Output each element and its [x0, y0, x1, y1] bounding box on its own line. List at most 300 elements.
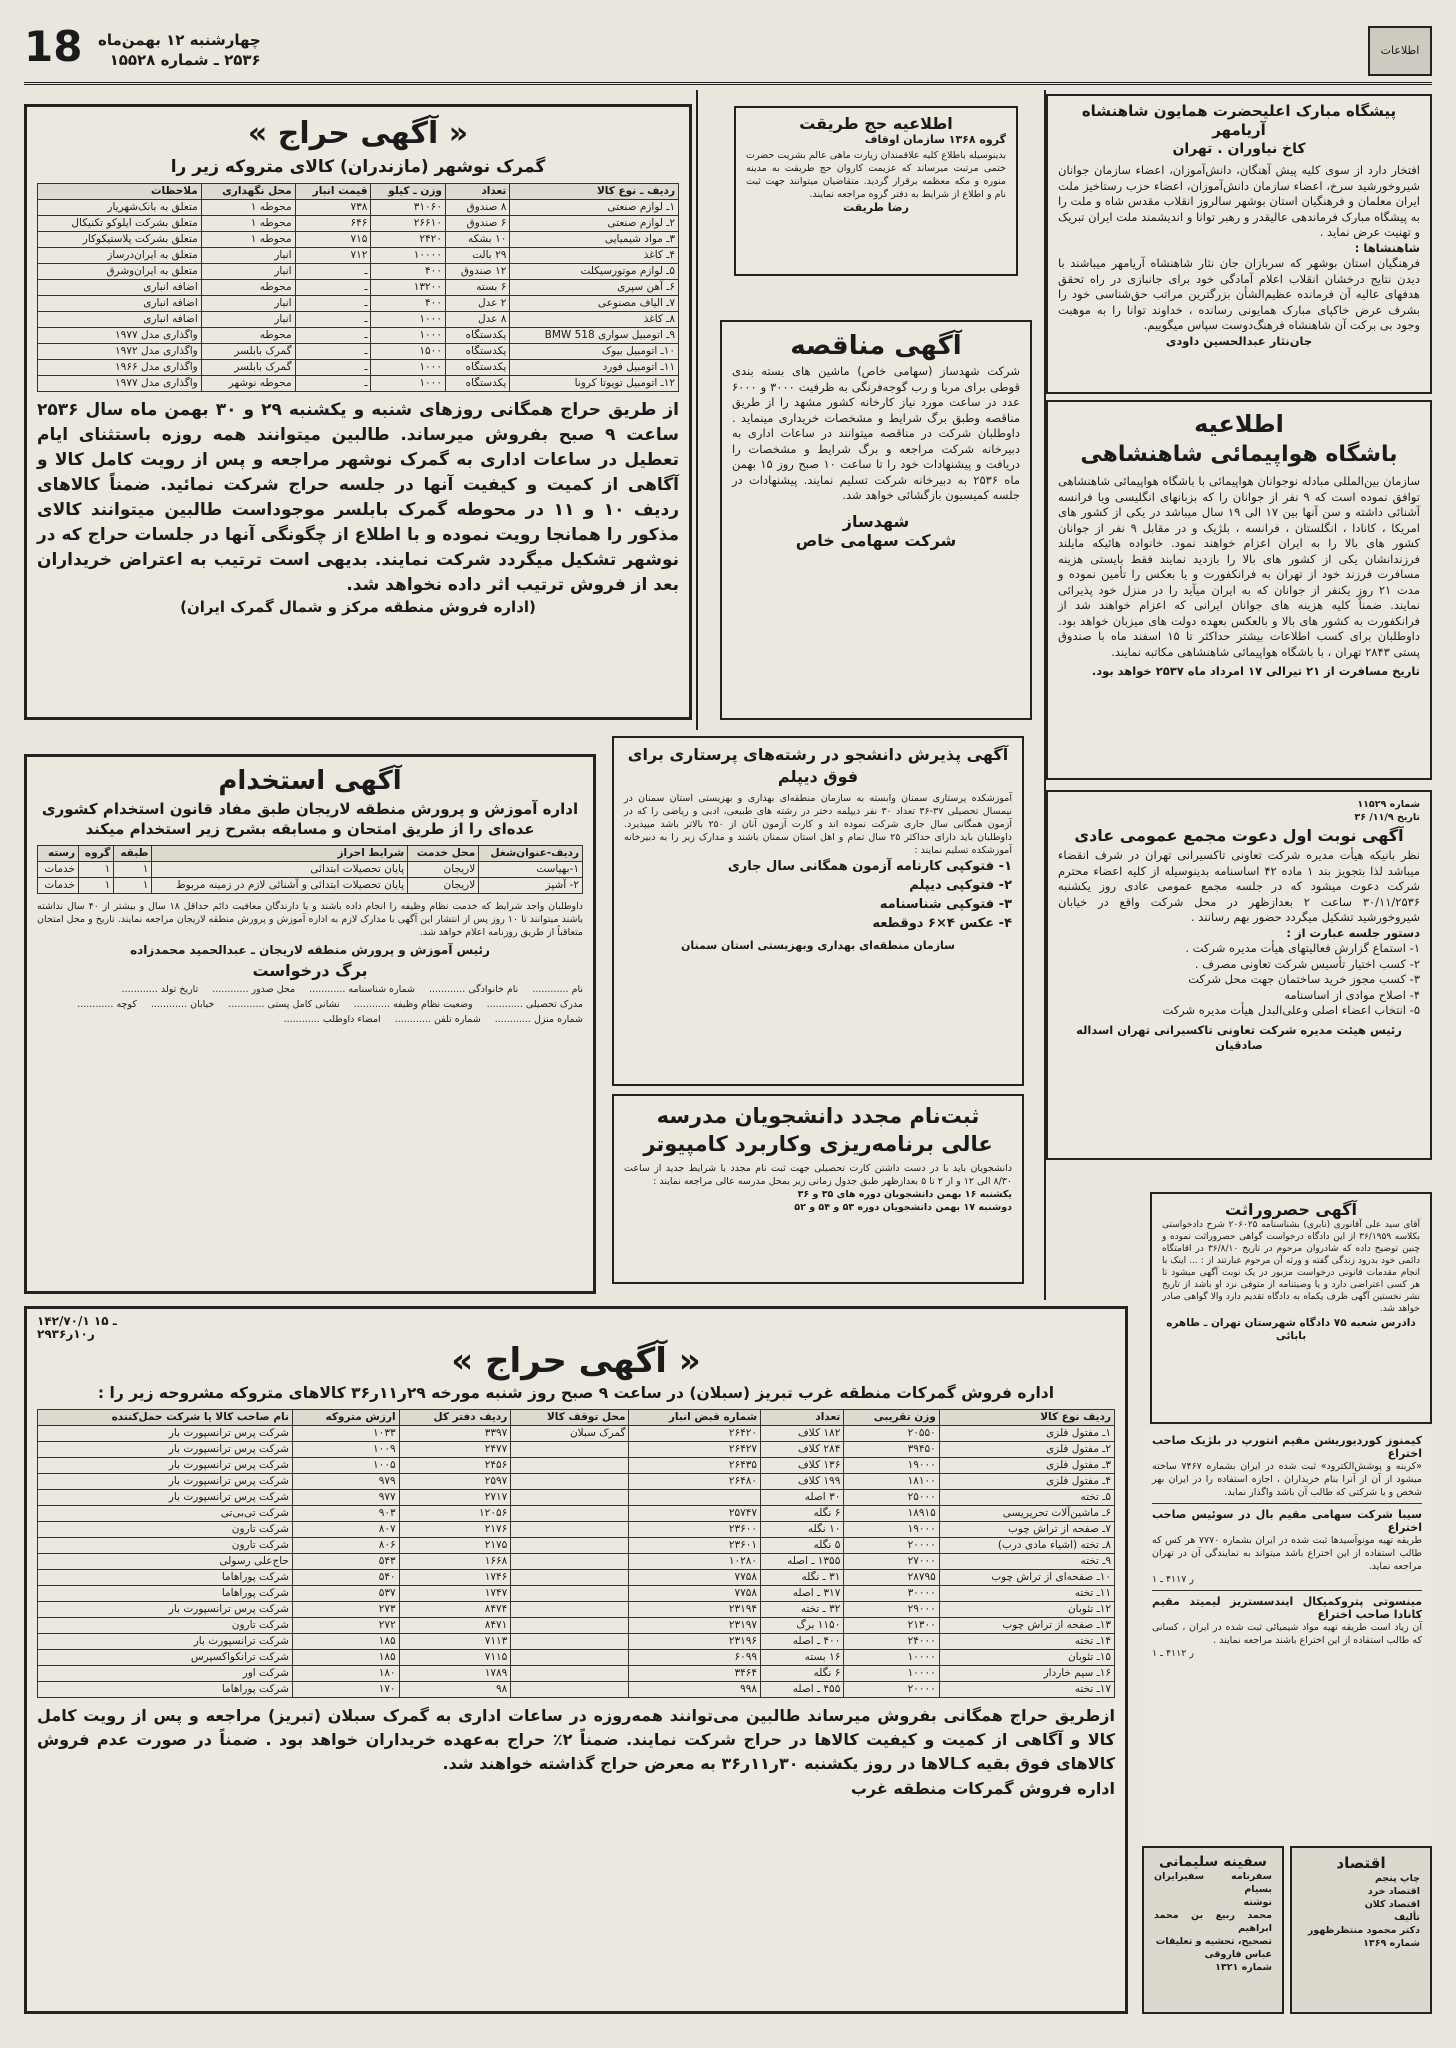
table-row [38, 328, 679, 344]
table-cell: ۱۲ صندوق [445, 264, 509, 280]
table-cell: شرکت پرس ترانسپورت بار [38, 1490, 293, 1506]
table-cell: ۱۰۰۰ [371, 376, 446, 392]
table-cell: متعلق بشرکت پلاستیکوکار [38, 232, 202, 248]
table-cell [511, 1602, 629, 1618]
patent-notices: کیمنوز کوردیوریشن مقیم انتورپ در بلژیک صاحب اختراع «کربنه و پوشش‌الکترود» ثبت شده در ایران بشماره ۷۴۶۷ ساخته میشود از آن از آنرا بنام خریداران ، اجازه استفاده را در ایران بهر شخص و یا شرکتی که طالب آن باشد واگذار نماید. سیبا شرکت سهامی مقیم بال در سوئیس صاحب اختراع طریقه تهیه مونوآسیدها ثبت شده در ایران بشماره ۷۷۷۰ هر کس که طالب استفاده از این اختراع باشد میتواند به نمایندگی آن در تهران مراجعه نماید. ر ۴۱۱۷ ـ ۱ مینسوتی پتروکمیکال ایندسستریز لیمیتد مقیم کانادا صاحب اختراع آن زیاد است طریقه تهیه مواد شیمیائی ثبت شده در ایران ، کسانی که طالب استفاده از این اختراع باشند مراجعه نمایند . ر ۴۱۱۲ ـ ۱ [1142, 1428, 1432, 1840]
table-cell: ۶ صندوق [445, 216, 509, 232]
book-ad-economics: اقتصاد چاپ پنجم اقتصاد خرد اقتصاد کلان تألیف دکتر محمود منتظرظهور شماره ۱۳۶۹ [1290, 1846, 1432, 2014]
table-cell: ۱ـ مفتول فلزی [939, 1426, 1114, 1442]
table-cell: ۱۳۶ کلاف [761, 1458, 844, 1474]
table-cell: ۱۴ـ تخته [939, 1634, 1114, 1650]
table-cell: ۳۱۷ ـ اصله [761, 1586, 844, 1602]
table-cell: ۷۱۵ [295, 232, 371, 248]
form-field: وضعیت نظام وظیفه ............ [353, 998, 473, 1010]
table-cell: محوطه ۱ [201, 200, 295, 216]
table-cell: ۲۵۰۰۰ [844, 1490, 939, 1506]
table-cell: ۱۰۰۰ [371, 312, 446, 328]
table-row [38, 216, 679, 232]
table-cell: ۲۶۴۲۷ [629, 1442, 761, 1458]
form-field: مدرک تحصیلی ............ [486, 998, 583, 1010]
table-cell: ۳۴۶۴ [629, 1666, 761, 1682]
table-cell: ۲۳۱۹۴ [629, 1602, 761, 1618]
table-cell: ۱۳ـ صفحه از تراش چوب [939, 1618, 1114, 1634]
table-cell: ۷۱۲ [295, 248, 371, 264]
table-cell: ۲ عدل [445, 296, 509, 312]
table-cell: ۵۴۰ [292, 1570, 399, 1586]
table-cell: ۵۳۷ [292, 1586, 399, 1602]
table-cell: ۲۱۷۵ [399, 1538, 511, 1554]
table-cell [511, 1586, 629, 1602]
table-cell: ۱۰ـ اتومبیل بیوک [510, 344, 679, 360]
table-cell: شرکت پرس ترانسپورت بار [38, 1442, 293, 1458]
table-cell: ۳۰ اصله [761, 1490, 844, 1506]
table-cell: واگذاری مدل ۱۹۷۷ [38, 328, 202, 344]
table-cell [511, 1522, 629, 1538]
table-row [38, 1634, 1115, 1650]
form-field: محل صدور ............ [212, 983, 296, 995]
table-cell: ۱۱۵۰ برگ [761, 1618, 844, 1634]
table-cell: ۱۸۲ کلاف [761, 1426, 844, 1442]
table-row [38, 1586, 1115, 1602]
table-cell: ۸۴۷۴ [399, 1602, 511, 1618]
table-header-cell: نام صاحب کالا یا شرکت حمل‌کننده [38, 1410, 293, 1426]
table-header-cell: طبقه [114, 846, 152, 862]
table-cell: ۷۱۱۵ [399, 1650, 511, 1666]
table-row [38, 1522, 1115, 1538]
table-row [38, 1442, 1115, 1458]
table-cell: ۱۹۹ کلاف [761, 1474, 844, 1490]
table-cell: ۲۳۶۰۰ [629, 1522, 761, 1538]
table-cell [511, 1554, 629, 1570]
table-cell: ۷۳۸ [295, 200, 371, 216]
table-cell: محوطه [201, 280, 295, 296]
table-cell [511, 1650, 629, 1666]
table-header-cell: گروه [79, 846, 114, 862]
table-cell: ۸ـ تخته (اشیاء مادی درب) [939, 1538, 1114, 1554]
table-header-cell: قیمت انبار [295, 184, 371, 200]
table-cell [511, 1634, 629, 1650]
table-cell: اضافه انباری [38, 280, 202, 296]
table-cell [511, 1666, 629, 1682]
table-row [38, 376, 679, 392]
table-cell: ۱۷۴۶ [399, 1570, 511, 1586]
table-row [38, 1554, 1115, 1570]
table-header-cell: محل خدمت [408, 846, 479, 862]
table-cell: ۵ـ لوازم موتورسیکلت [510, 264, 679, 280]
table-cell: شرکت ترانکواکسپرس [38, 1650, 293, 1666]
table-cell: ـ [295, 312, 371, 328]
table-cell: ۱۰۳۳ [292, 1426, 399, 1442]
form-field: کوچه ............ [77, 998, 137, 1010]
table-row [38, 1666, 1115, 1682]
table-cell: ۱۰۰۰۰ [844, 1650, 939, 1666]
table-cell: گمرک بابلسر [201, 360, 295, 376]
table-header-cell: ردیف-عنوان‌شغل [479, 846, 583, 862]
table-cell: ۲- آشپز [479, 878, 583, 894]
table-cell: ۲۱۷۶ [399, 1522, 511, 1538]
table-cell: ۶ نگله [761, 1506, 844, 1522]
table-cell: ۱۸۹۱۵ [844, 1506, 939, 1522]
table-cell: ۲۶۴۳۵ [629, 1458, 761, 1474]
table-cell: ۸۴۷۱ [399, 1618, 511, 1634]
table-cell: ۱۰۲۸۰ [629, 1554, 761, 1570]
table-cell: ۹۹۸ [629, 1682, 761, 1698]
table-cell: محوطه [201, 328, 295, 344]
table-row [38, 1538, 1115, 1554]
table-cell [511, 1458, 629, 1474]
table-cell: ۲۰۰۰۰ [844, 1538, 939, 1554]
application-form [37, 983, 583, 1026]
table-cell: یکدستگاه [445, 328, 509, 344]
table-cell: ۵ـ تخته [939, 1490, 1114, 1506]
table-cell: ـ [295, 360, 371, 376]
table-cell: شرکت تارون [38, 1522, 293, 1538]
form-field: خیابان ............ [150, 998, 215, 1010]
table-cell: ـ [295, 280, 371, 296]
table-cell: انبار [201, 248, 295, 264]
table-header-cell: وزن ـ کیلو [371, 184, 446, 200]
table-cell: ۹ـ تخته [939, 1554, 1114, 1570]
auction-notice-noshahr: « آگهی حراج » گمرک نوشهر (مازندران) کالای متروکه زیر را ردیف ـ نوع کالا تعداد وزن ـ کیلو قیمت انبار محل نگهداری ملاحظات ۱ـ لوازم صنعتی ۸ صندوق ۳۱۰۶۰ ۷۳۸ محوطه ۱ متعلق به بانک‌شهریار ۲ـ لوازم صنعتی ۶ صندوق ۲۶۶۱۰ ۶۴۶ محوطه ۱ متعلق بشرکت ایلوکو تکنیکال ۳ـ مواد شیمیایی ۱۰ بشکه ۲۴۲۰ ۷۱۵ محوطه ۱ متعلق بشرکت پلاستیکوکار ۴ـ کاغذ ۲۹ بالت ۱۰۰۰۰ ۷۱۲ انبار متعلق به ایران‌درساز ۵ـ لوازم موتورسیکلت ۱۲ صندوق ۴۰۰ ـ انبار متعلق به ایران‌وشرق ۶ـ آهن سپری ۶ بسته ۱۳۲۰۰ ـ محوطه اضافه انباری ۷ـ الیاف مصنوعی ۲ عدل ۴۰۰ ـ انبار اضافه انباری ۸ـ کاغذ ۸ عدل ۱۰۰۰ ـ انبار اضافه انباری ۹ـ اتومبیل سواری BMW 518 یکدستگاه ۱۰۰۰ ـ محوطه واگذاری مدل ۱۹۷۷ ۱۰ـ اتومبیل بیوک یکدستگاه ۱۵۰۰ ـ گمرک بابلسر واگذاری مدل ۱۹۷۲ ۱۱ـ اتومبیل فورد یکدستگاه ۱۰۰۰ ـ گمرک بابلسر واگذاری مدل ۱۹۶۶ ۱۲ـ اتومبیل تویوتا کرونا یکدستگاه ۱۰۰۰ ـ محوطه نوشهر واگذاری مدل ۱۹۷۷ از طریق حراج همگانی روزهای شنبه و یکشنبه ۲۹ و ۳۰ بهمن ماه سال ۲۵۳۶ ساعت ۹ صبح بفروش میرساند. طالبین میتوانند همه روزه باستثنای ایام تعطیل در ساعات اداری به گمرک نوشهر مراجعه و پس از رویت کامل کالا و آگاهی از کمیت و کیفیت آنها در جلسه حراج شرکت نمائید. ضمناً کالاهای ردیف ۱۰ و ۱۱ در محوطه گمرک بابلسر موجوداست طالبین میتوانند کالای مذکور را همانجا رویت نموده و با اطلاع از چگونگی آنها در جلسات حراج که در نوشهر تشکیل میگردد شرکت نمایند. بدیهی است ترتیب به اعتراض خریداران بعد از فروش ترتیب اثر داده نخواهد شد. (اداره فروش منطقه مرکز و شمال گمرک ایران) [24, 104, 692, 720]
table-row [38, 264, 679, 280]
auction1-table [37, 183, 679, 392]
table-cell: گمرک سبلان [511, 1426, 629, 1442]
table-cell: ۱۰۰۰ [371, 328, 446, 344]
table-cell: ۱-بهیاست [479, 862, 583, 878]
tender-notice: آگهی مناقصه شرکت شهدساز (سهامی خاص) ماشین های بسته بندی قوطی برای مربا و رب گوجه‌فرنگی به ظرفیت ۳۰۰۰ و ۶۰۰۰ عدد در ساعت مورد نیاز کارخانه کشور مشهد را از طریق مناقصه وطبق برگ شرایط و مشخصات خریداری مینماید . داوطلبان شرکت در مناقصه میتوانند در ساعات اداری به دبیرخانه شرکت مراجعه و برگ شرایط و مشخصات را دریافت و پیشنهادات خود را تا ساعت ۱۰ صبح روز ۱۵ بهمن ماه ۲۵۳۶ به دبیرخانه شرکت تسلیم نمایند. پیشنهادات در جلسه کمیسیون بازگشائی خواهد شد. شهدساز شرکت سهامی خاص [720, 320, 1032, 720]
hiring-table [37, 845, 583, 894]
table-header-cell: تعداد [445, 184, 509, 200]
table-cell: ۱۹۰۰۰ [844, 1522, 939, 1538]
table-row [38, 296, 679, 312]
table-cell: انبار [201, 312, 295, 328]
newspaper-logo: اطلاعات [1368, 26, 1432, 76]
inheritance-notice: آگهی حصروراثت آقای سید علی آقانوری (نابری) بشناسنامه ۲۰۶۰۲۵ شرح دادخواستی بکلاسه ۳۶/۱۹۵۹ از این دادگاه درخواست گواهی حصروراثت نموده و چنین توضیح داده که شادروان مرحوم در تاریخ ۳۶/۸/۱۰ در اقامتگاه دائمی خود بدرود زندگی گفته و ورثه آن مرحوم عبارتند از : ... اینک با انجام مقدمات قانونی درخواست مزبور در یک نوبت آگهی میشود تا هر کسی اعتراضی دارد و یا وصیتنامه از متوفی نزد او باشد از تاریخ نشر نخستین آگهی ظرف یکماه به دادگاه تقدیم دارد والا گواهی صادر خواهد شد. دادرس شعبه ۷۵ دادگاه شهرستان تهران ـ طاهره بابائی [1150, 1192, 1432, 1424]
table-header-cell: ارزش متروکه [292, 1410, 399, 1426]
form-field: شماره منزل ............ [494, 1013, 583, 1025]
table-cell: ۱۶ بسته [761, 1650, 844, 1666]
table-row [38, 360, 679, 376]
nursing-admission: آگهی پذیرش دانشجو در رشته‌های پرستاری برای فوق دیپلم آموزشکده پرستاری سمنان وابسته به سازمان منطقه‌ای بهداری و بهزیستی استان سمنان در نیمسال تحصیلی ۳۷-۳۶ تعداد ۳۰ نفر دیپلمه دختر در رشته های طبیعی، ادبی و ریاضی را که در آزمون همگانی سال جاری شرکت نموده اند و کارت آزمون آنان از ۲۵۰ بالاتر باشد میپذیرد. داوطلبان باید دارای حداکثر ۲۵ سال تمام و اهل استان سمنان باشند و مدارک زیر را به دبیرخانه آموزشکده تسلیم نمایند : ۱- فتوکپی کارنامه آزمون همگانی سال جاری ۲- فتوکپی دیپلم ۳- فتوکپی شناسنامه ۴- عکس ۴×۶ دوقطعه سازمان منطقه‌ای بهداری وبهزیستی استان سمنان [612, 736, 1024, 1086]
table-cell: ۱۶ـ سیم خاردار [939, 1666, 1114, 1682]
table-cell: شرکت تارون [38, 1538, 293, 1554]
table-cell: ۱۰۰۰۰ [371, 248, 446, 264]
table-row [38, 1570, 1115, 1586]
table-cell: شرکت پوراهاما [38, 1570, 293, 1586]
table-cell: ۸۰۶ [292, 1538, 399, 1554]
table-cell: متعلق بشرکت ایلوکو تکنیکال [38, 216, 202, 232]
table-cell: شرکت پوراهاما [38, 1586, 293, 1602]
table-cell: یکدستگاه [445, 344, 509, 360]
table-cell [511, 1538, 629, 1554]
table-cell: ۲۰۰۰۰ [844, 1682, 939, 1698]
table-cell: ۳۱ ـ نگله [761, 1570, 844, 1586]
table-cell: ۴ـ کاغذ [510, 248, 679, 264]
table-cell: ۲۰۵۵۰ [844, 1426, 939, 1442]
table-row [38, 200, 679, 216]
table-cell: ۱۰ نگله [761, 1522, 844, 1538]
table-header-cell: وزن تقریبی [844, 1410, 939, 1426]
table-row [38, 1618, 1115, 1634]
table-cell: ۱۱ـ تخته [939, 1586, 1114, 1602]
page-number: 18 [24, 22, 83, 71]
table-cell: ۶ بسته [445, 280, 509, 296]
table-cell: ۱۰ بشکه [445, 232, 509, 248]
form-field: نشانی کامل پستی ............ [228, 998, 340, 1010]
table-row [38, 862, 583, 878]
hiring-notice: آگهی استخدام اداره آموزش و پرورش منطقه لاریجان طبق مفاد قانون استخدام کشوری عده‌ای را از طریق امتحان و مسابقه بشرح زیر استخدام میکند ردیف-عنوان‌شغل محل خدمت شرایط احراز طبقه گروه رسته ۱-بهیاست لاریجان پایان تحصیلات ابتدائی ۱ ۱ خدمات ۲- آشپز لاریجان پایان تحصیلات ابتدائی و آشنائی لازم در زمینه مربوط ۱ ۱ خدمات داوطلبان واجد شرایط که خدمت نظام وظیفه را انجام داده باشند و یا دارندگان معافیت دائم حداقل ۱۸ سال و بیشتر از ۴۰ سال نداشته باشند میتوانند تا ۱۰ روز پس از انتشار این آگهی با مدارک لازم به اداره آموزش و پرورش منطقه لاریجان مراجعه نمایند. تاریخ و محل امتحان متعاقباً از طریق روزنامه اعلام خواهد شد. رئیس آموزش و پرورش منطقه لاریجان ـ عبدالحمید محمدزاده برگ درخواست نام ............ نام خانوادگی ............ شماره شناسنامه ............ محل صدور ............ تاریخ تولد ............ مدرک تحصیلی ............ وضعیت نظام وظیفه ............ نشانی کامل پستی ............ خیابان ............ کوچه ............ شماره منزل ............ شماره تلفن ............ امضاء داوطلب ............ [24, 754, 596, 1294]
table-cell: ۸ صندوق [445, 200, 509, 216]
table-cell: شرکت پرس ترانسپورت بار [38, 1602, 293, 1618]
table-cell: ۱۰۰۵ [292, 1458, 399, 1474]
table-row [38, 1506, 1115, 1522]
table-cell: لاریجان [408, 878, 479, 894]
table-cell: گمرک بابلسر [201, 344, 295, 360]
table-cell: حاج‌علی رسولی [38, 1554, 293, 1570]
table-cell: ۲ـ مفتول فلزی [939, 1442, 1114, 1458]
table-cell: ۹ـ اتومبیل سواری BMW 518 [510, 328, 679, 344]
form-field: نام ............ [532, 983, 583, 995]
column-rule [696, 90, 698, 730]
table-cell: ۱۳۲۰۰ [371, 280, 446, 296]
table-cell [511, 1490, 629, 1506]
table-cell: ۱ [114, 878, 152, 894]
table-cell: ۶ـ آهن سپری [510, 280, 679, 296]
auction-notice-tabriz: ۱۴۲/۷۰/۱ ـ ۱۵ ۲۹ر۱۰ر۳۶ « آگهی حراج » اداره فروش گمرکات منطقه غرب تبریز (سبلان) در ساعت ۹ صبح روز شنبه مورخه ۲۹ر۱۱ر۳۶ کالاهای متروکه مشروحه زیر را : ردیف نوع کالا وزن تقریبی تعداد شماره قبض انبار محل توقف کالا ردیف دفتر کل ارزش متروکه نام صاحب کالا یا شرکت حمل‌کننده ۱ـ مفتول فلزی ۲۰۵۵۰ ۱۸۲ کلاف ۲۶۴۲۰ گمرک سبلان ۳۳۹۷ ۱۰۳۳ شرکت پرس ترانسپورت بار ۲ـ مفتول فلزی ۳۹۴۵۰ ۲۸۴ کلاف ۲۶۴۲۷ ۲۴۷۷ ۱۰۰۹ شرکت پرس ترانسپورت بار ۳ـ مفتول فلزی ۱۹۰۰۰ ۱۳۶ کلاف ۲۶۴۳۵ ۲۴۵۶ ۱۰۰۵ شرکت پرس ترانسپورت بار ۴ـ مفتول فلزی ۱۸۱۰۰ ۱۹۹ کلاف ۲۶۴۸۰ ۲۵۹۷ ۹۷۹ شرکت پرس ترانسپورت بار ۵ـ تخته ۲۵۰۰۰ ۳۰ اصله ۲۷۱۷ ۹۷۷ شرکت پرس ترانسپورت بار ۶ـ ماشین‌آلات تحریریسی ۱۸۹۱۵ ۶ نگله ۲۵۷۴۷ ۱۲۰۵۶ ۹۰۳ شرکت تی‌بی‌تی ۷ـ صفحه از تراش چوب ۱۹۰۰۰ ۱۰ نگله ۲۳۶۰۰ ۲۱۷۶ ۸۰۷ شرکت تارون ۸ـ تخته (اشیاء مادی درب) ۲۰۰۰۰ ۵ نگله ۲۳۶۰۱ ۲۱۷۵ ۸۰۶ شرکت تارون ۹ـ تخته ۲۷۰۰۰ ۱۳۵۵ ـ اصله ۱۰۲۸۰ ۱۶۶۸ ۵۴۳ حاج‌علی رسولی ۱۰ـ صفحه‌ای از تراش چوب ۲۸۷۹۵ ۳۱ ـ نگله ۷۷۵۸ ۱۷۴۶ ۵۴۰ شرکت پوراهاما ۱۱ـ تخته ۳۰۰۰۰ ۳۱۷ ـ اصله ۷۷۵۸ ۱۷۴۷ ۵۳۷ شرکت پوراهاما ۱۲ـ تئوبان ۲۹۰۰۰ ۳۲ ـ تخته ۲۳۱۹۴ ۸۴۷۴ ۲۷۳ شرکت پرس ترانسپورت بار ۱۳ـ صفحه از تراش چوب ۲۱۳۰۰ ۱۱۵۰ برگ ۲۳۱۹۷ ۸۴۷۱ ۲۷۲ شرکت تارون ۱۴ـ تخته ۲۴۰۰۰ ۴۰۰ ـ اصله ۲۳۱۹۶ ۷۱۱۳ ۱۸۵ شرکت ترانسپورت بار ۱۵ـ تئوبان ۱۰۰۰۰ ۱۶ بسته ۶۰۹۹ ۷۱۱۵ ۱۸۵ شرکت ترانکواکسپرس ۱۶ـ سیم خاردار ۱۰۰۰۰ ۶ نگله ۳۴۶۴ ۱۷۸۹ ۱۸۰ شرکت اور ۱۷ـ تخته ۲۰۰۰۰ ۴۵۵ ـ اصله ۹۹۸ ۹۸ ۱۷۰ شرکت پوراهاما ازطریق حراج همگانی بفروش میرساند طالبین می‌توانند همه‌روزه در ساعات اداری به گمرک سبلان (تبریز) مراجعه و پس از رویت کامل کالا و آگاهی از کمیت و کیفیت کالاها در حراج شرکت نمایند. ضمناً ۲٪ حراج به‌عهده خریداران خواهد بود . ضمناً در صورت عدم فروش کالاهای فوق بقیه کـالاها در روز یکشنبه ۳۰ر۱۱ر۳۶ به معرض حراج گذاشته خواهند شد. اداره فروش گمرکات منطقه غرب [24, 1306, 1128, 2014]
table-cell: واگذاری مدل ۱۹۷۲ [38, 344, 202, 360]
table-cell: ۴۰۰ [371, 264, 446, 280]
table-cell: ۲۴۲۰ [371, 232, 446, 248]
table-cell: ۱۳۵۵ ـ اصله [761, 1554, 844, 1570]
table-cell: ۱۵ـ تئوبان [939, 1650, 1114, 1666]
table-cell: ۳۰۰۰۰ [844, 1586, 939, 1602]
form-field: نام خانوادگی ............ [428, 983, 519, 995]
table-row [38, 280, 679, 296]
table-cell: خدمات [38, 862, 79, 878]
table-cell: ۸ عدل [445, 312, 509, 328]
table-cell: ۴۵۵ ـ اصله [761, 1682, 844, 1698]
table-cell: ۲۴۷۷ [399, 1442, 511, 1458]
auction2-table [37, 1409, 1115, 1698]
table-row [38, 1682, 1115, 1698]
table-header-cell: ردیف دفتر کل [399, 1410, 511, 1426]
table-header-cell: تعداد [761, 1410, 844, 1426]
table-row [38, 344, 679, 360]
table-cell: ۲۳۱۹۶ [629, 1634, 761, 1650]
table-cell: ـ [295, 376, 371, 392]
table-cell: ۵ نگله [761, 1538, 844, 1554]
table-cell: ۳۲ ـ تخته [761, 1602, 844, 1618]
table-cell: ۲۳۶۰۱ [629, 1538, 761, 1554]
table-cell: شرکت پرس ترانسپورت بار [38, 1458, 293, 1474]
table-cell: متعلق به ایران‌وشرق [38, 264, 202, 280]
table-cell: ۹۸ [399, 1682, 511, 1698]
pilgrimage-notice: اطلاعیه حج طریقت گروه ۱۳۶۸ سازمان اوقاف بدینوسیله باطلاع کلیه علاقمندان زیارت ماهی عالم بشریت حضرت ختمی مرتبت میرساند که عزیمت کاروان حج طریقت به مدینه منوره و مکه معظمه برقرار گردید. متقاضیان میتوانند جهت ثبت نام و اطلاع از شرایط به دفتر گروه مراجعه نمایند. رضا طریقت [734, 106, 1018, 276]
table-cell: ۲۹۰۰۰ [844, 1602, 939, 1618]
table-cell: ـ [295, 344, 371, 360]
table-header-cell: رسته [38, 846, 79, 862]
table-cell: ۱۰۰۰۰ [844, 1666, 939, 1682]
table-cell: ۲۱۳۰۰ [844, 1618, 939, 1634]
table-cell: ۲۵۷۴۷ [629, 1506, 761, 1522]
table-cell: ۱۰ـ صفحه‌ای از تراش چوب [939, 1570, 1114, 1586]
table-cell: ۹۷۷ [292, 1490, 399, 1506]
assembly-notice: شماره ۱۱۵۲۹ تاریخ ۱۱/۹/ ۳۶ آگهی نوبت اول دعوت مجمع عمومی عادی نظر بانیکه هیأت مدیره شرکت تعاونی تاکسیرانی تهران در شرف انقضاء میباشد لذا بتجویز بند ۱ ماده ۴۲ اساسنامه بدینوسیله از کلیه اعضاء محترم شرکت دعوت میشود که در جلسه مجمع عمومی عادی روز یکشنبه ۳۰/۱۱/۲۵۳۶ ساعت ۲ بعدازظهر در محل شرکت واقع در خیابان شیروخورشید تشکیل میگردد حضور بهم رسانند . دستور جلسه عبارت از : ۱- استماع گزارش فعالیتهای هیأت مدیره شرکت . ۲- کسب اختیار تأسیس شرکت تعاونی مصرف . ۳- کسب مجوز خرید ساختمان جهت محل شرکت ۴- اصلاح موادی از اساسنامه ۵- انتخاب اعضاء اصلی وعلی‌البدل هیأت مدیره شرکت رئیس هیئت مدیره شرکت تعاونی تاکسیرانی تهران اسداله صادقیان [1046, 790, 1432, 1160]
table-cell [511, 1618, 629, 1634]
table-cell: ۲۶۴۸۰ [629, 1474, 761, 1490]
table-cell: ۱۸۵ [292, 1650, 399, 1666]
table-cell: ۵۴۳ [292, 1554, 399, 1570]
table-cell: ۱۶۶۸ [399, 1554, 511, 1570]
aeroclub-notice: اطلاعیه باشگاه هواپیمائی شاهنشاهی سازمان بین‌المللی مبادله نوجوانان هواپیمائی با باشگاه هواپیمائی شاهنشاهی توافق نموده است که ۹ نفر از جوانان را که بزبانهای انگلیسی ویا فرانسه آشنائی داشته و سن آنها بین ۱۷ الی ۱۹ سال میباشد در یکی از کشور های امریکا ، کانادا ، انگلستان ، فرانسه ، بلژیک و در مقابل ۹ نفر از جوانان کشور های بالا را به ایران اعزام خواهند نمود. خانواده هائیکه مایلند فرزندانشان یکی از کشور های بالا را بازدید نمایند فقط بایستی هزینه مسافرت فرزند خود از تهران به فرانکفورت و یا بعکس را تأمین نموده و مدت ۲۱ روز یکنفر از جوانان که به ایران میآید را در منزل خود پذیرائی نمایند. ضمناً کلیه هزینه های جوانان ایرانی که اعزام خواهند شد از فرانکفورت به کشور های بالا و بالعکس بعهده دولت های میزبان خواهد بود. داوطلبان برای کسب اطلاعات بیشتر حداکثر تا ۱۵ اسفند ماه با صندوق پستی ۲۸۴۳ تهران ، با باشگاه هواپیمائی شاهنشاهی مکاتبه نمایند. تاریخ مسافرت از ۲۱ تیرالی ۱۷ امرداد ماه ۲۵۳۷ خواهد بود. [1046, 400, 1432, 780]
table-header-cell: شماره قبض انبار [629, 1410, 761, 1426]
table-row [38, 1474, 1115, 1490]
table-cell: شرکت پوراهاما [38, 1682, 293, 1698]
table-cell [629, 1490, 761, 1506]
table-cell: ۷۱۱۳ [399, 1634, 511, 1650]
table-cell: ۱۸۵ [292, 1634, 399, 1650]
table-cell: اضافه انباری [38, 296, 202, 312]
table-cell: ۲۹ بالت [445, 248, 509, 264]
table-cell: یکدستگاه [445, 360, 509, 376]
table-cell: ۱۷۸۹ [399, 1666, 511, 1682]
form-field: شماره شناسنامه ............ [309, 983, 415, 995]
table-cell: ۱۷۴۷ [399, 1586, 511, 1602]
table-cell: ۱۰۰۹ [292, 1442, 399, 1458]
table-cell: ۱۰۰۰ [371, 360, 446, 376]
table-cell: شرکت پرس ترانسپورت بار [38, 1474, 293, 1490]
table-cell: ۳۳۹۷ [399, 1426, 511, 1442]
table-cell: ۲۶۶۱۰ [371, 216, 446, 232]
table-cell: ۲۸۷۹۵ [844, 1570, 939, 1586]
table-cell: ۱۸۱۰۰ [844, 1474, 939, 1490]
table-row [38, 1650, 1115, 1666]
table-cell: ۶۴۶ [295, 216, 371, 232]
table-cell: ۱۲ـ اتومبیل تویوتا کرونا [510, 376, 679, 392]
table-row [38, 248, 679, 264]
table-cell: ۲۷۰۰۰ [844, 1554, 939, 1570]
table-header-cell: ملاحظات [38, 184, 202, 200]
table-cell: شرکت پرس ترانسپورت بار [38, 1426, 293, 1442]
table-cell: ۷ـ صفحه از تراش چوب [939, 1522, 1114, 1538]
table-cell: ۳۹۴۵۰ [844, 1442, 939, 1458]
table-cell: ۲۴۵۶ [399, 1458, 511, 1474]
table-cell: ۹۷۹ [292, 1474, 399, 1490]
table-cell [511, 1506, 629, 1522]
table-cell: ۳ـ مواد شیمیایی [510, 232, 679, 248]
table-cell: ۶۰۹۹ [629, 1650, 761, 1666]
table-row [38, 878, 583, 894]
page-header [24, 22, 1432, 85]
table-cell: ۲۷۲ [292, 1618, 399, 1634]
table-cell: واگذاری مدل ۱۹۷۷ [38, 376, 202, 392]
table-cell: انبار [201, 264, 295, 280]
table-cell: ۲ـ لوازم صنعتی [510, 216, 679, 232]
table-row [38, 312, 679, 328]
table-row [38, 1602, 1115, 1618]
table-cell: لاریجان [408, 862, 479, 878]
table-cell: ۲۶۴۲۰ [629, 1426, 761, 1442]
table-cell: ۹۰۳ [292, 1506, 399, 1522]
table-cell: شرکت تی‌بی‌تی [38, 1506, 293, 1522]
table-cell: ـ [295, 296, 371, 312]
table-cell: ۶ نگله [761, 1666, 844, 1682]
table-cell: ۴۰۰ [371, 296, 446, 312]
table-cell: انبار [201, 296, 295, 312]
table-cell: ۲۴۰۰۰ [844, 1634, 939, 1650]
table-cell: ۱۵۰۰ [371, 344, 446, 360]
table-cell: ۲۵۹۷ [399, 1474, 511, 1490]
table-cell: ۲۷۱۷ [399, 1490, 511, 1506]
table-cell: ۳ـ مفتول فلزی [939, 1458, 1114, 1474]
table-cell: شرکت تارون [38, 1618, 293, 1634]
table-cell [511, 1682, 629, 1698]
table-cell: پایان تحصیلات ابتدائی و آشنائی لازم در زمینه مربوط [152, 878, 408, 894]
table-cell: ۲۷۳ [292, 1602, 399, 1618]
book-ad-safineh: سفینه سلیمانی سفرنامه سفیرایران بسیام نوشته محمد ربیع بن محمد ابراهیم تصحیح، تحشیه و تعلیقات عباس فاروقی شماره ۱۳۲۱ [1142, 1846, 1284, 2014]
table-cell: ۱۷ـ تخته [939, 1682, 1114, 1698]
table-cell: متعلق به ایران‌درساز [38, 248, 202, 264]
table-cell: ۴۰۰ ـ اصله [761, 1634, 844, 1650]
table-cell: ۱ [114, 862, 152, 878]
table-cell: متعلق به بانک‌شهریار [38, 200, 202, 216]
table-cell: ۱۹۰۰۰ [844, 1458, 939, 1474]
issue-date: چهارشنبه ۱۲ بهمن‌ماه ۲۵۳۶ ـ شماره ۱۵۵۲۸ [98, 31, 261, 69]
table-cell: ۲۸۴ کلاف [761, 1442, 844, 1458]
table-cell: ۱۲۰۵۶ [399, 1506, 511, 1522]
table-cell: ۱ [79, 862, 114, 878]
table-cell: پایان تحصیلات ابتدائی [152, 862, 408, 878]
table-cell: ـ [295, 264, 371, 280]
table-header-cell: شرایط احراز [152, 846, 408, 862]
table-cell [511, 1442, 629, 1458]
table-cell: ۳۱۰۶۰ [371, 200, 446, 216]
table-cell: ۱۱ـ اتومبیل فورد [510, 360, 679, 376]
table-header-cell: محل توقف کالا [511, 1410, 629, 1426]
table-cell [511, 1570, 629, 1586]
form-field: تاریخ تولد ............ [121, 983, 199, 995]
school-registration: ثبت‌نام مجدد دانشجویان مدرسه عالی برنامه‌ریزی وکاربرد کامپیوتر دانشجویان باید با در دست داشتن کارت تحصیلی جهت ثبت نام مجدد با شرایط جدید از ساعت ۸/۳۰ الی ۱۲ و از ۲ تا ۵ بعدازظهر طبق جدول زمانی زیر بمحل مدرسه عالی مراجعه نمایند : یکشنبه ۱۶ بهمن دانشجویان دوره های ۳۵ و ۳۶ دوشنبه ۱۷ بهمن دانشجویان دوره ۵۳ و ۵۴ و ۵۲ [612, 1094, 1024, 1284]
table-cell: شرکت ترانسپورت بار [38, 1634, 293, 1650]
table-header-cell: محل نگهداری [201, 184, 295, 200]
table-cell: محوطه ۱ [201, 232, 295, 248]
table-cell: یکدستگاه [445, 376, 509, 392]
table-cell: محوطه نوشهر [201, 376, 295, 392]
table-row [38, 1490, 1115, 1506]
table-cell: ۷۷۵۸ [629, 1586, 761, 1602]
table-cell: ۷ـ الیاف مصنوعی [510, 296, 679, 312]
table-cell: ۸ـ کاغذ [510, 312, 679, 328]
table-cell: شرکت اور [38, 1666, 293, 1682]
table-cell: ۸۰۷ [292, 1522, 399, 1538]
table-header-cell: ردیف ـ نوع کالا [510, 184, 679, 200]
table-cell: ـ [295, 328, 371, 344]
table-cell: محوطه ۱ [201, 216, 295, 232]
table-cell: ۱۲ـ تئوبان [939, 1602, 1114, 1618]
table-cell: اضافه انباری [38, 312, 202, 328]
royal-message: پیشگاه مبارک اعلیحضرت همایون شاهنشاه آریامهر کاخ نیاوران . تهران افتخار دارد از سوی کلیه پیش آهنگان، دانش‌آموزان، اعضاء سازمان جوانان شیروخورشید سرخ، اعضاء سازمان دانش‌آموزان، اعضاء حزب رستاخیز ملت ایران معلمان و فرهنگیان استان بوشهر سالروز انقلاب مقدس شاه و ملت را به پیشگاه مبارک فرماندهی عالیقدر و رهبر توانا و اندیشمند ملت ایران تبریک و تهنیت عرض نماید . شاهنشاها : فرهنگیان استان بوشهر که سربازان جان نثار شاهنشاه آریامهر میباشند با دیدن نتایج درخشان انقلاب اعلام آمادگی خود برای جانبازی در راه تحقق هدفهای عالیه آن فرمانده عظیم‌الشأن بزرگترین مراتب حق‌شناسی خود را بشرف عرض خاکپای مبارک همایونی رسانده ، خداوند توانا را به موهبت وجود بی برکت آن شاهنشاه فرهنگ‌دوست سپاس میگوییم. جان‌نثار عبدالحسین داودی [1046, 94, 1432, 394]
table-row [38, 232, 679, 248]
table-cell: خدمات [38, 878, 79, 894]
table-row [38, 1426, 1115, 1442]
form-field: شماره تلفن ............ [394, 1013, 481, 1025]
table-cell: ۱۷۰ [292, 1682, 399, 1698]
form-field: امضاء داوطلب ............ [283, 1013, 381, 1025]
table-cell [511, 1474, 629, 1490]
table-row [38, 1458, 1115, 1474]
table-cell: ۴ـ مفتول فلزی [939, 1474, 1114, 1490]
table-cell: واگذاری مدل ۱۹۶۶ [38, 360, 202, 376]
